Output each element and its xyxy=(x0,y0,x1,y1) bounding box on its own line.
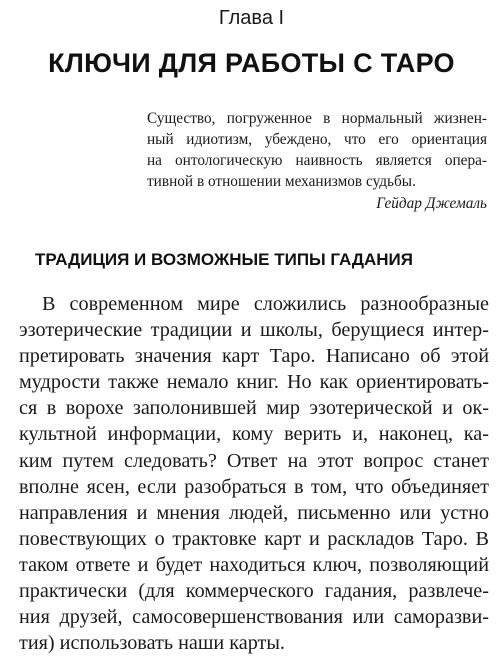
epigraph-author: Гейдар Джемаль xyxy=(376,195,487,212)
paragraph-line: В современном мире сложились разнообразные xyxy=(42,293,489,315)
paragraph-line: практически (для коммерческого гадания, развлече- xyxy=(19,580,489,603)
epigraph xyxy=(147,108,487,214)
paragraph-line: направления и мнения людей, письменно или устно xyxy=(19,501,489,524)
chapter-title: КЛЮЧИ ДЛЯ РАБОТЫ С ТАРО xyxy=(48,48,455,78)
epigraph-line: ный идиотизм, убеждено, что его ориентация xyxy=(147,131,487,148)
paragraph-line: повествующих о трактовке карт и раскладов Таро. В xyxy=(19,527,489,550)
paragraph-line: культной информации, кому верить и, наконец, ка- xyxy=(19,423,489,446)
epigraph-line: Существо, погруженное в нормальный жизнен- xyxy=(147,110,487,127)
chapter-label: Глава I xyxy=(218,7,285,29)
section-title: ТРАДИЦИЯ И ВОЗМОЖНЫЕ ТИПЫ ГАДАНИЯ xyxy=(35,250,413,269)
paragraph-line: эзотерические традиции и школы, берущиеся интер- xyxy=(19,319,489,342)
paragraph-line: ния друзей, самосовершенствования или саморазви- xyxy=(19,606,489,629)
epigraph-line: на онтологическую наивность является опера- xyxy=(147,152,487,169)
paragraph-line: тия) использовать наши карты. xyxy=(19,632,285,655)
paragraph-line: вполне ясен, если разобраться в том, что объединяет xyxy=(19,475,489,498)
paragraph-line: мудрости также немало книг. Но как ориентировать- xyxy=(19,371,489,394)
paragraph-line: претировать значения карт Таро. Написано об этой xyxy=(19,345,489,368)
paragraph-line: ким путем следовать? Ответ на этот вопрос станет xyxy=(19,449,489,472)
body-paragraph xyxy=(19,291,489,656)
paragraph-line: ся в ворохе заполонившей мир эзотерической и ок- xyxy=(19,397,489,420)
epigraph-line: тивной в отношении механизмов судьбы. xyxy=(147,173,416,190)
paragraph-line: таком ответе и будет находиться ключ, позволяющий xyxy=(19,553,489,576)
